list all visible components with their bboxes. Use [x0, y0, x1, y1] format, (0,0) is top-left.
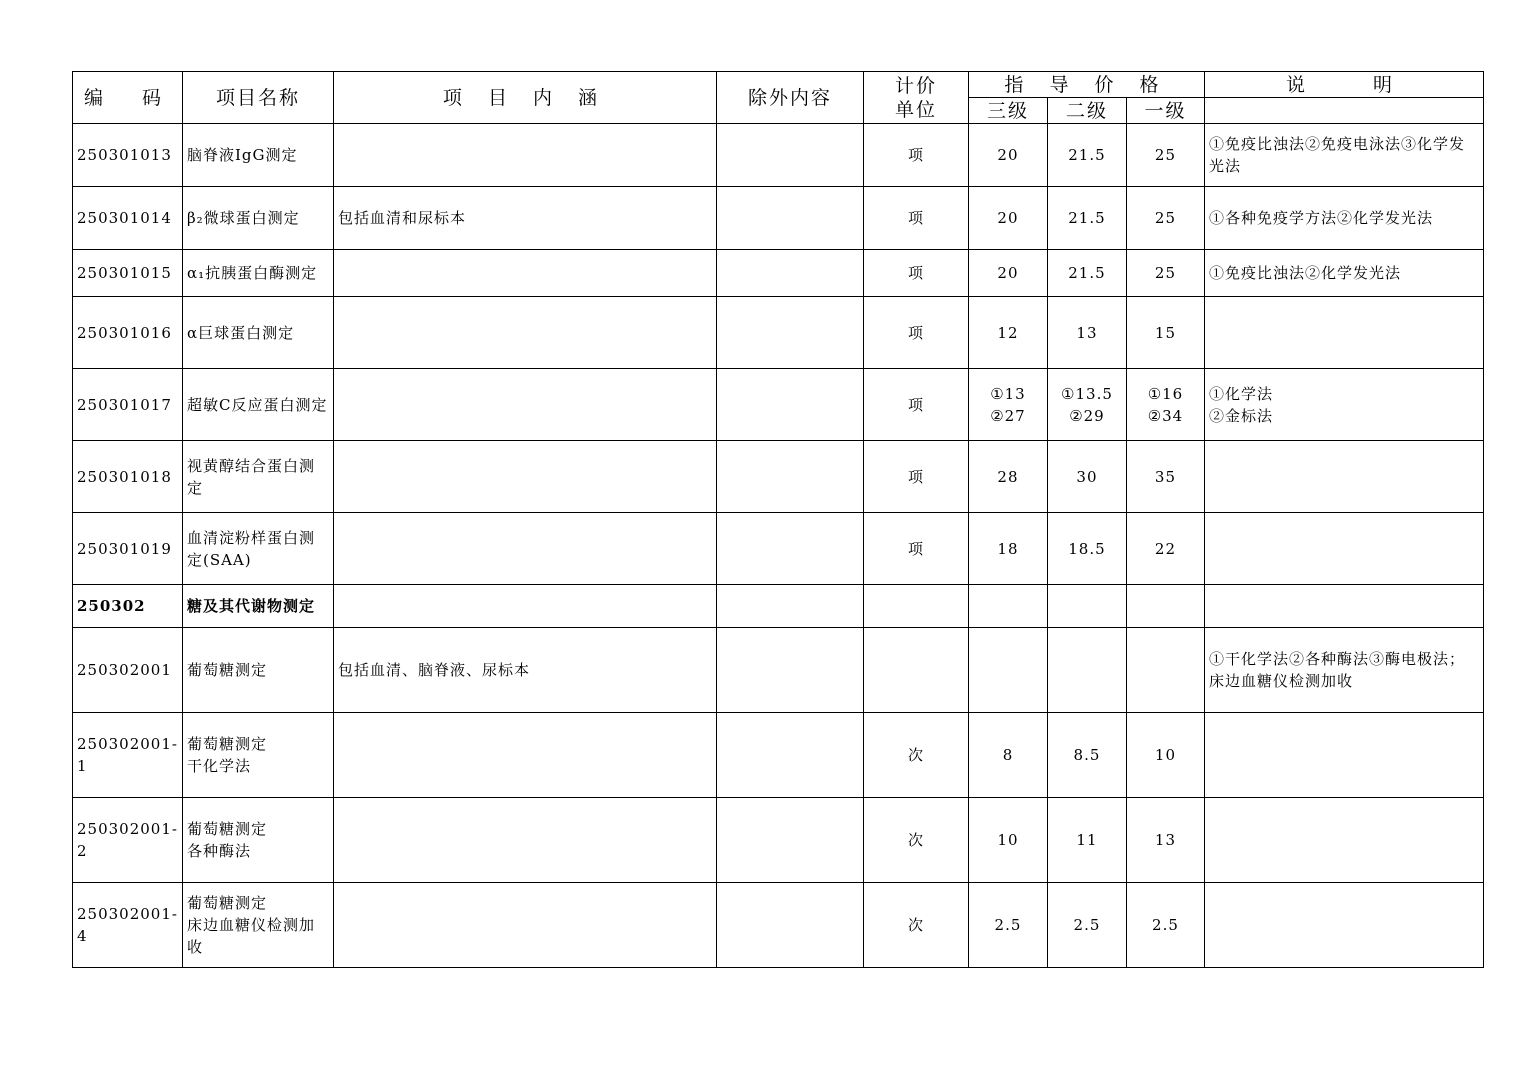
cell-price-level1: 35	[1126, 441, 1204, 513]
cell-price-level2: 11	[1047, 798, 1126, 883]
cell-unit: 次	[863, 798, 968, 883]
table-row	[73, 124, 1484, 187]
cell-unit: 项	[863, 187, 968, 250]
cell-excluded	[716, 513, 863, 585]
cell-name: α巨球蛋白测定	[182, 297, 333, 369]
cell-excluded	[716, 369, 863, 441]
cell-price-level1	[1126, 585, 1204, 628]
header-code: 编 码	[73, 72, 183, 124]
table-row	[73, 187, 1484, 250]
cell-code: 250302001-1	[73, 713, 183, 798]
cell-content	[333, 585, 716, 628]
header-excluded: 除外内容	[716, 72, 863, 124]
cell-excluded	[716, 713, 863, 798]
cell-code: 250302001	[73, 628, 183, 713]
cell-unit: 次	[863, 713, 968, 798]
cell-price-level3: 20	[968, 187, 1047, 250]
cell-excluded	[716, 883, 863, 968]
cell-unit	[863, 585, 968, 628]
cell-excluded	[716, 250, 863, 297]
header-level3: 三级	[968, 98, 1047, 124]
cell-price-level2	[1047, 585, 1126, 628]
cell-name: 视黄醇结合蛋白测定	[182, 441, 333, 513]
cell-excluded	[716, 297, 863, 369]
header-guide-price: 指 导 价 格	[968, 72, 1204, 98]
header-unit: 计价 单位	[863, 72, 968, 124]
header-notes-blank	[1204, 98, 1483, 124]
header-notes: 说 明	[1204, 72, 1483, 98]
cell-code: 250301018	[73, 441, 183, 513]
cell-content: 包括血清、脑脊液、尿标本	[333, 628, 716, 713]
cell-unit	[863, 628, 968, 713]
cell-price-level1	[1126, 628, 1204, 713]
table-row	[73, 628, 1484, 713]
cell-code: 250301013	[73, 124, 183, 187]
cell-price-level1: 15	[1126, 297, 1204, 369]
cell-code: 250301019	[73, 513, 183, 585]
cell-name: β₂微球蛋白测定	[182, 187, 333, 250]
cell-content	[333, 369, 716, 441]
table-row	[73, 585, 1484, 628]
cell-excluded	[716, 441, 863, 513]
cell-code: 250302001-2	[73, 798, 183, 883]
cell-price-level2: 30	[1047, 441, 1126, 513]
cell-price-level2: 2.5	[1047, 883, 1126, 968]
cell-note	[1204, 585, 1483, 628]
cell-price-level3: 12	[968, 297, 1047, 369]
cell-code: 250302	[73, 585, 183, 628]
cell-code: 250301015	[73, 250, 183, 297]
cell-excluded	[716, 187, 863, 250]
cell-excluded	[716, 628, 863, 713]
header-name: 项目名称	[182, 72, 333, 124]
cell-price-level1: ①16 ②34	[1126, 369, 1204, 441]
cell-price-level3: 20	[968, 250, 1047, 297]
header-content: 项 目 内 涵	[333, 72, 716, 124]
cell-price-level3: 18	[968, 513, 1047, 585]
table-row	[73, 369, 1484, 441]
table-row	[73, 441, 1484, 513]
cell-unit: 项	[863, 297, 968, 369]
cell-price-level2: 8.5	[1047, 713, 1126, 798]
table-row	[73, 250, 1484, 297]
cell-excluded	[716, 798, 863, 883]
cell-price-level3: 20	[968, 124, 1047, 187]
cell-excluded	[716, 124, 863, 187]
cell-note: ①化学法 ②金标法	[1204, 369, 1483, 441]
cell-price-level1: 25	[1126, 124, 1204, 187]
table-body	[73, 124, 1484, 968]
cell-price-level2: 18.5	[1047, 513, 1126, 585]
cell-content	[333, 297, 716, 369]
cell-excluded	[716, 585, 863, 628]
cell-unit: 次	[863, 883, 968, 968]
cell-price-level1: 25	[1126, 187, 1204, 250]
table-row	[73, 798, 1484, 883]
cell-name: α₁抗胰蛋白酶测定	[182, 250, 333, 297]
cell-code: 250301017	[73, 369, 183, 441]
cell-content: 包括血清和尿标本	[333, 187, 716, 250]
cell-price-level3: 10	[968, 798, 1047, 883]
cell-price-level2: 21.5	[1047, 250, 1126, 297]
cell-unit: 项	[863, 250, 968, 297]
cell-price-level3: 2.5	[968, 883, 1047, 968]
price-table	[72, 71, 1484, 968]
cell-price-level2: ①13.5 ②29	[1047, 369, 1126, 441]
header-level2: 二级	[1047, 98, 1126, 124]
cell-name: 葡萄糖测定 各种酶法	[182, 798, 333, 883]
cell-price-level1: 13	[1126, 798, 1204, 883]
cell-price-level2: 21.5	[1047, 187, 1126, 250]
cell-name: 葡萄糖测定 床边血糖仪检测加收	[182, 883, 333, 968]
cell-content	[333, 124, 716, 187]
cell-content	[333, 250, 716, 297]
cell-note	[1204, 513, 1483, 585]
cell-price-level1: 2.5	[1126, 883, 1204, 968]
cell-content	[333, 441, 716, 513]
table-row	[73, 883, 1484, 968]
cell-note: ①各种免疫学方法②化学发光法	[1204, 187, 1483, 250]
table-row	[73, 297, 1484, 369]
cell-name: 脑脊液IgG测定	[182, 124, 333, 187]
cell-price-level1: 25	[1126, 250, 1204, 297]
cell-content	[333, 883, 716, 968]
cell-price-level1: 10	[1126, 713, 1204, 798]
cell-name: 血清淀粉样蛋白测定(SAA)	[182, 513, 333, 585]
cell-note	[1204, 441, 1483, 513]
cell-note: ①干化学法②各种酶法③酶电极法；床边血糖仪检测加收	[1204, 628, 1483, 713]
cell-price-level3	[968, 585, 1047, 628]
cell-price-level3: ①13 ②27	[968, 369, 1047, 441]
cell-name: 葡萄糖测定 干化学法	[182, 713, 333, 798]
cell-note	[1204, 713, 1483, 798]
cell-price-level3: 28	[968, 441, 1047, 513]
cell-note	[1204, 798, 1483, 883]
cell-price-level3	[968, 628, 1047, 713]
cell-name: 糖及其代谢物测定	[182, 585, 333, 628]
cell-code: 250302001-4	[73, 883, 183, 968]
cell-unit: 项	[863, 124, 968, 187]
cell-code: 250301014	[73, 187, 183, 250]
cell-price-level1: 22	[1126, 513, 1204, 585]
cell-unit: 项	[863, 441, 968, 513]
cell-name: 超敏C反应蛋白测定	[182, 369, 333, 441]
cell-name: 葡萄糖测定	[182, 628, 333, 713]
table-row	[73, 713, 1484, 798]
table-header	[73, 72, 1484, 124]
cell-unit: 项	[863, 513, 968, 585]
cell-note	[1204, 297, 1483, 369]
cell-code: 250301016	[73, 297, 183, 369]
cell-content	[333, 798, 716, 883]
cell-price-level2: 13	[1047, 297, 1126, 369]
header-level1: 一级	[1126, 98, 1204, 124]
cell-content	[333, 513, 716, 585]
cell-content	[333, 713, 716, 798]
cell-unit: 项	[863, 369, 968, 441]
cell-note: ①免疫比浊法②化学发光法	[1204, 250, 1483, 297]
cell-price-level3: 8	[968, 713, 1047, 798]
cell-price-level2: 21.5	[1047, 124, 1126, 187]
cell-note	[1204, 883, 1483, 968]
cell-note: ①免疫比浊法②免疫电泳法③化学发光法	[1204, 124, 1483, 187]
cell-price-level2	[1047, 628, 1126, 713]
table-row	[73, 513, 1484, 585]
